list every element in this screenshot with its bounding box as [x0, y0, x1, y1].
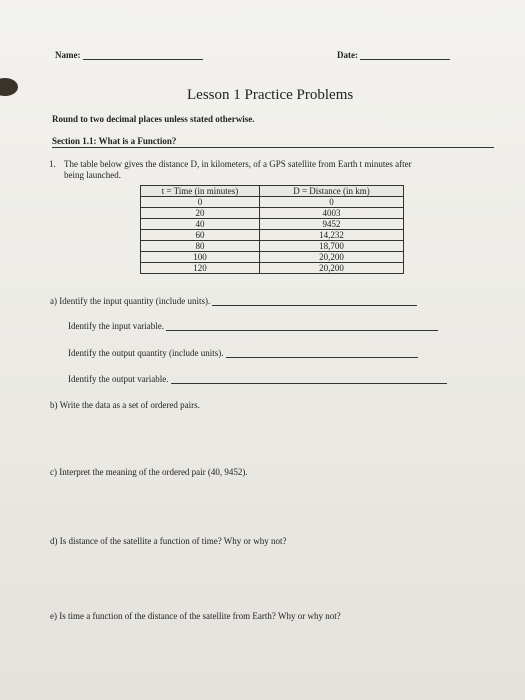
answer-line — [226, 357, 418, 358]
problem-number: 1. — [49, 159, 56, 169]
question-a2-text: Identify the input variable. — [68, 321, 164, 331]
table-cell-time: 60 — [141, 230, 260, 241]
binder-hole — [0, 78, 18, 96]
answer-line — [171, 383, 447, 384]
answer-line — [166, 330, 438, 331]
section-rule — [52, 147, 494, 148]
table-row — [141, 230, 404, 241]
table-row — [141, 197, 404, 208]
table-cell-distance: 4003 — [260, 208, 404, 219]
rounding-instruction: Round to two decimal places unless stated otherwise. — [52, 114, 255, 124]
table-cell-distance: 9452 — [260, 219, 404, 230]
question-b: b) Write the data as a set of ordered pairs. — [50, 400, 200, 410]
table-row — [141, 241, 404, 252]
table-cell-time: 120 — [141, 263, 260, 274]
question-c: c) Interpret the meaning of the ordered pair (40, 9452). — [50, 467, 248, 477]
table-cell-distance: 20,200 — [260, 263, 404, 274]
name-line — [83, 59, 203, 60]
date-field — [337, 50, 450, 60]
page-title: Lesson 1 Practice Problems — [187, 87, 354, 103]
question-e: e) Is time a function of the distance of the satellite from Earth? Why or why not? — [50, 611, 341, 621]
date-label: Date: — [337, 50, 358, 60]
table-header-time: t = Time (in minutes) — [141, 186, 260, 197]
question-a1-text: a) Identify the input quantity (include units). — [50, 296, 211, 306]
table-cell-time: 40 — [141, 219, 260, 230]
problem-text-line1: The table below gives the distance D, in kilometers, of a GPS satellite from Earth t minutes after — [64, 159, 412, 169]
question-a-output-quantity — [68, 348, 418, 358]
table-cell-distance: 18,700 — [260, 241, 404, 252]
table-row — [141, 252, 404, 263]
question-a4-text: Identify the output variable. — [68, 374, 169, 384]
name-field — [55, 50, 203, 60]
table-cell-time: 20 — [141, 208, 260, 219]
question-d: d) Is distance of the satellite a function of time? Why or why not? — [50, 536, 287, 546]
section-heading: Section 1.1: What is a Function? — [52, 136, 177, 146]
question-a-input-variable — [68, 321, 438, 331]
table-cell-time: 100 — [141, 252, 260, 263]
question-a-output-variable — [68, 374, 447, 384]
date-line — [360, 59, 450, 60]
table-cell-time: 0 — [141, 197, 260, 208]
question-a3-text: Identify the output quantity (include units). — [68, 348, 224, 358]
table-cell-distance: 20,200 — [260, 252, 404, 263]
table-row — [141, 219, 404, 230]
table-row — [141, 208, 404, 219]
table-header-distance: D = Distance (in km) — [260, 186, 404, 197]
question-a-input-quantity — [50, 296, 417, 306]
name-label: Name: — [55, 50, 81, 60]
table-cell-distance: 0 — [260, 197, 404, 208]
data-table — [140, 185, 404, 274]
table-cell-distance: 14,232 — [260, 230, 404, 241]
table-header-row — [141, 186, 404, 197]
table-row — [141, 263, 404, 274]
problem-text-line2: being launched. — [64, 170, 121, 180]
table-cell-time: 80 — [141, 241, 260, 252]
answer-line — [212, 305, 417, 306]
